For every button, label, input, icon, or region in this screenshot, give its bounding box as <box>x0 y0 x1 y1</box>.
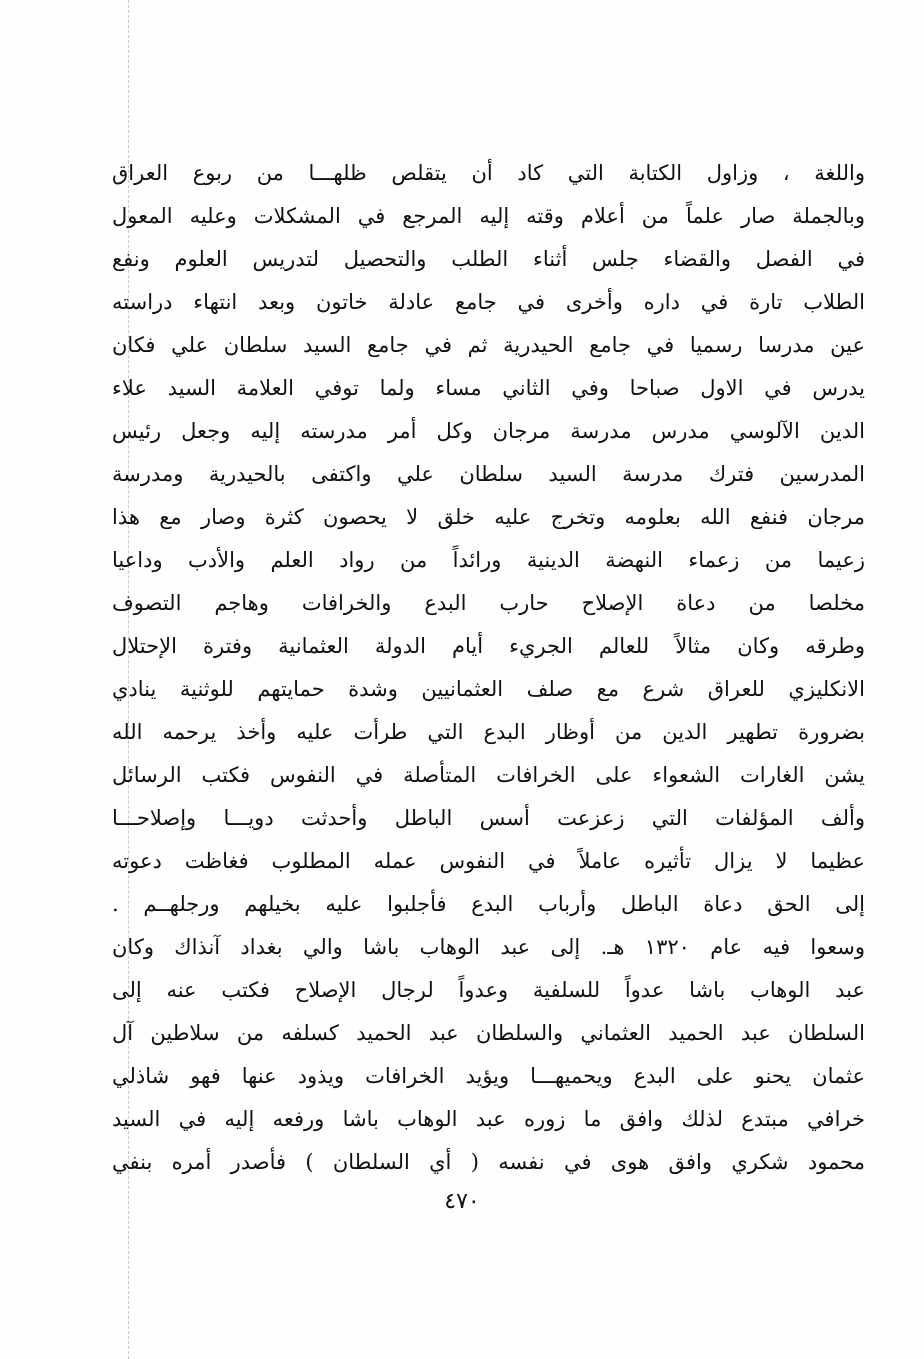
text-line: إلى الحق دعاة الباطل وأرباب البدع فأجلبوا عليه بخيلهم ورجلهــم . <box>112 892 865 916</box>
text-line: الانكليزي للعراق شرع مع صلف العثمانيين وشدة حمايتهم للوثنية ينادي <box>112 677 865 701</box>
text-line: خرافي مبتدع لذلك وافق ما زوره عبد الوهاب باشا ورفعه إليه في السيد <box>112 1107 865 1131</box>
text-line: بضرورة تطهير الدين من أوظار البدع التي طرأت عليه وأخذ يرحمه الله <box>112 720 865 744</box>
text-line: الطلاب تارة في داره وأخرى في جامع عادلة خاتون وبعد انتهاء دراسته <box>112 290 865 314</box>
text-line: عثمان يحنو على البدع ويحميهـــا ويؤيد الخرافات ويذود عنها فهو شاذلي <box>112 1064 865 1088</box>
text-line: عين مدرسا رسميا في جامع الحيدرية ثم في جامع السيد سلطان علي فكان <box>112 333 865 357</box>
text-line: في الفصل والقضاء جلس أثناء الطلب والتحصيل لتدريس العلوم ونفع <box>112 247 865 271</box>
text-line: وألف المؤلفات التي زعزعت أسس الباطل وأحدثت دويـــا وإصلاحـــا <box>112 806 865 830</box>
body-text <box>112 152 865 1184</box>
text-line: المدرسين فترك مدرسة السيد سلطان علي واكتفى بالحيدرية ومدرسة <box>112 462 865 486</box>
text-line: وطرقه وكان مثالاً للعالم الجريء أيام الدولة العثمانية وفترة الإحتلال <box>112 634 865 658</box>
text-line: محمود شكري وافق هوى في نفسه ( أي السلطان ) فأصدر أمره بنفي <box>112 1150 865 1174</box>
text-line: مخلصا من دعاة الإصلاح حارب البدع والخرافات وهاجم التصوف <box>112 591 865 615</box>
text-line: الدين الآلوسي مدرس مدرسة مرجان وكل أمر مدرسته إليه وجعل رئيس <box>112 419 865 443</box>
text-line: يدرس في الاول صباحا وفي الثاني مساء ولما توفي العلامة السيد علاء <box>112 376 865 400</box>
page-number: ٤٧٠ <box>444 1189 480 1214</box>
text-line: واللغة ، وزاول الكتابة التي كاد أن يتقلص ظلهـــا من ربوع العراق <box>112 161 865 185</box>
text-line: وسعوا فيه عام ١٣٢٠ هـ. إلى عبد الوهاب باشا والي بغداد آنذاك وكان <box>112 935 865 959</box>
text-line: وبالجملة صار علماً من أعلام وقته إليه المرجع في المشكلات وعليه المعول <box>112 204 865 228</box>
text-line: زعيما من زعماء النهضة الدينية ورائداً من رواد العلم والأدب وداعيا <box>112 548 865 572</box>
text-line: يشن الغارات الشعواء على الخرافات المتأصلة في النفوس فكتب الرسائل <box>112 763 865 787</box>
text-line: عبد الوهاب باشا عدواً للسلفية وعدواً لرجال الإصلاح فكتب عنه إلى <box>112 978 865 1002</box>
text-line: السلطان عبد الحميد العثماني والسلطان عبد الحميد كسلفه من سلاطين آل <box>112 1021 865 1045</box>
text-line: عظيما لا يزال تأثيره عاملاً في النفوس عمله المطلوب فغاظت دعوته <box>112 849 865 873</box>
text-line: مرجان فنفع الله بعلومه وتخرج عليه خلق لا يحصون كثرة وصار مع هذا <box>112 505 865 529</box>
